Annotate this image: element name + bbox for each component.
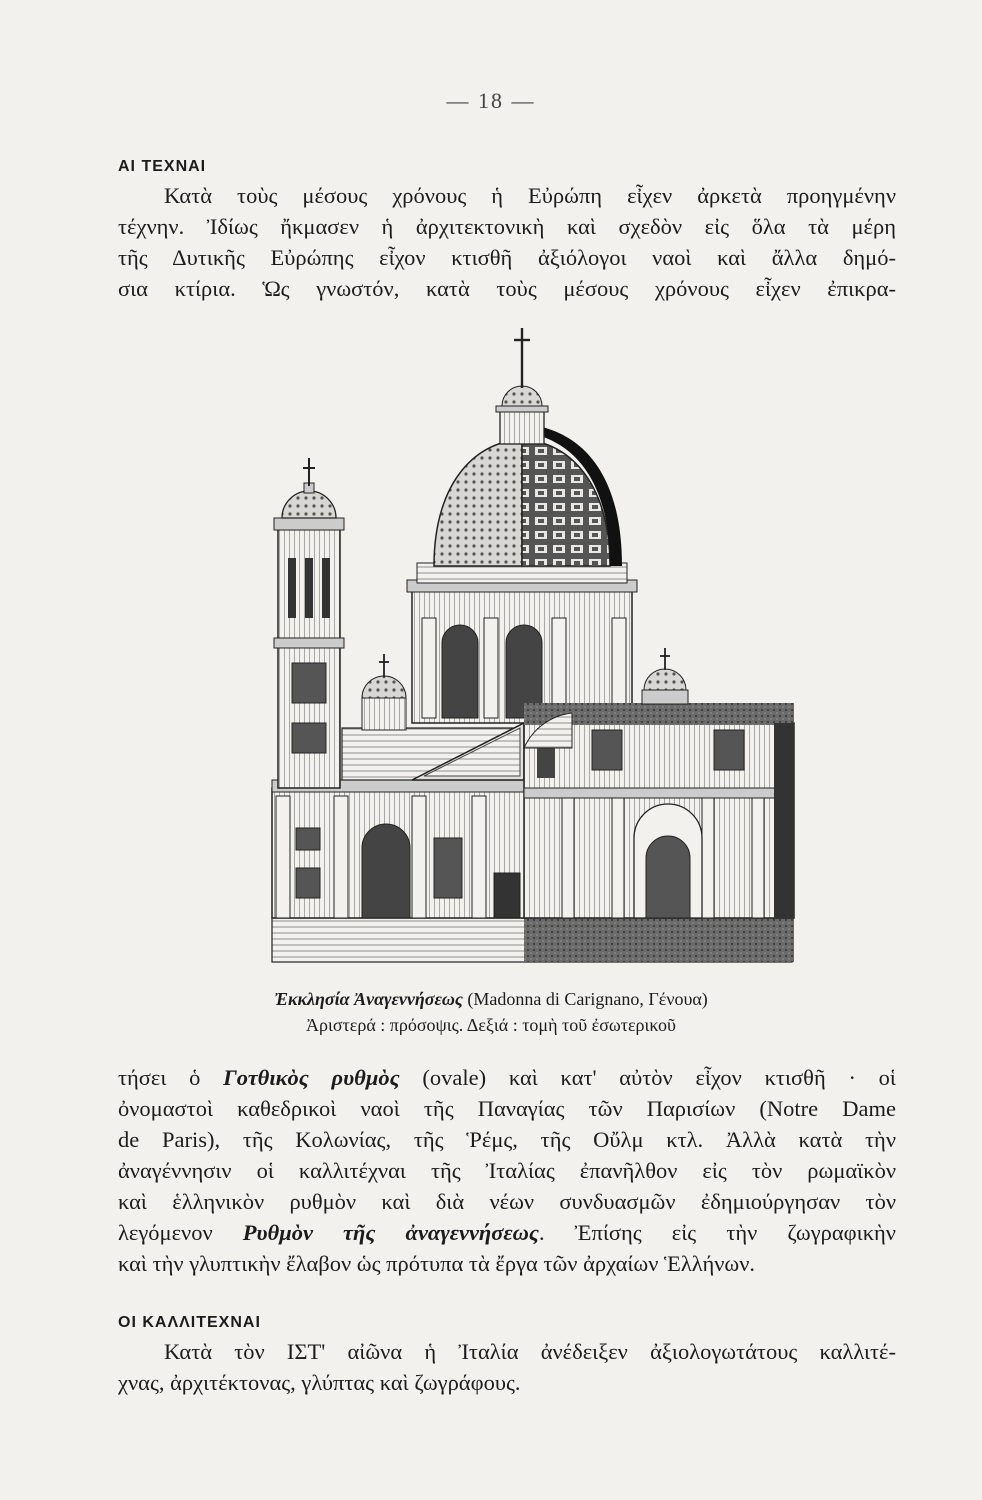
section-heading-artists: ΟΙ ΚΑΛΛΙΤΕΧΝΑΙ xyxy=(118,1314,261,1331)
page-number: — 18 — xyxy=(446,88,536,113)
text-run: λεγόμενον xyxy=(118,1220,243,1245)
caption-title xyxy=(0,986,982,1012)
text-line: de Paris), τῆς Κολωνίας, τῆς Ῥέμς, τῆς Οὔλμ κτλ. Ἀλλὰ κατὰ τὴν xyxy=(118,1127,896,1152)
paragraph-arts-continued xyxy=(118,1062,896,1279)
text-line: Κατὰ τοὺς μέσους χρόνους ἡ Εὐρώπη εἶχεν ἀρκετὰ προηγμένην xyxy=(164,183,896,208)
text-run: τήσει ὁ xyxy=(118,1065,224,1090)
text-line: καὶ ἑλληνικὸν ρυθμὸν καὶ διὰ νέων συνδυασμῶν ἐδημιούργησαν τὸν xyxy=(118,1189,896,1214)
text-line: τέχνην. Ἰδίως ἤκμασεν ἡ ἀρχιτεκτονικὴ καὶ σχεδὸν εἰς ὅλα τὰ μέρη xyxy=(118,214,896,239)
renaissance-style-term: Ρυθμὸν τῆς ἀναγεννήσεως xyxy=(242,1220,539,1245)
text-line: καὶ τὴν γλυπτικὴν ἔλαβον ὡς πρότυπα τὰ ἔργα τῶν ἀρχαίων Ἑλλήνων. xyxy=(118,1251,756,1276)
caption-title-italic: Ἐκκλησία Ἀναγεννήσεως xyxy=(274,989,463,1009)
text-line xyxy=(118,1217,896,1248)
gothic-style-term: Γοτθικὸς ρυθμὸς xyxy=(223,1065,400,1090)
text-line: τῆς Δυτικῆς Εὐρώπης εἶχον κτισθῆ ἀξιόλογοι ναοὶ καὶ ἄλλα δημό- xyxy=(118,245,896,270)
text-line: χνας, ἀρχιτέκτονας, γλύπτας καὶ ζωγράφους. xyxy=(118,1370,521,1395)
church-engraving-icon xyxy=(262,318,802,970)
text-line: ὀνομαστοὶ καθεδρικοὶ ναοὶ τῆς Παναγίας τῶν Παρισίων (Notre Dame xyxy=(118,1096,896,1121)
caption-subtitle: Ἀριστερά : πρόσοψις. Δεξιά : τομὴ τοῦ ἐσωτερικοῦ xyxy=(306,1015,676,1035)
paragraph-arts-intro xyxy=(118,180,896,304)
text-line: σια κτίρια. Ὡς γνωστόν, κατὰ τοὺς μέσους χρόνους εἶχεν ἐπικρα- xyxy=(118,276,896,301)
text-line xyxy=(118,1062,896,1093)
text-line: ἀναγέννησιν οἱ καλλιτέχναι τῆς Ἰταλίας ἐπανῆλθον εἰς τὸν ρωμαϊκὸν xyxy=(118,1158,896,1183)
caption-title-rest: (Madonna di Carignano, Γένουα) xyxy=(462,989,708,1009)
text-run: . Ἐπίσης εἰς τὴν ζωγραφικὴν xyxy=(538,1220,896,1245)
section-heading-arts: ΑΙ ΤΕΧΝΑΙ xyxy=(118,158,207,175)
church-engraving-figure xyxy=(262,318,802,970)
paragraph-artists xyxy=(118,1336,896,1398)
figure-caption xyxy=(0,986,982,1038)
text-run: (ovale) καὶ κατ' αὐτὸν εἶχον κτισθῆ · οἱ xyxy=(399,1065,896,1090)
text-line: Κατὰ τὸν ΙΣΤ' αἰῶνα ἡ Ἰταλία ἀνέδειξεν ἀξιολογωτάτους καλλιτέ- xyxy=(164,1339,896,1364)
